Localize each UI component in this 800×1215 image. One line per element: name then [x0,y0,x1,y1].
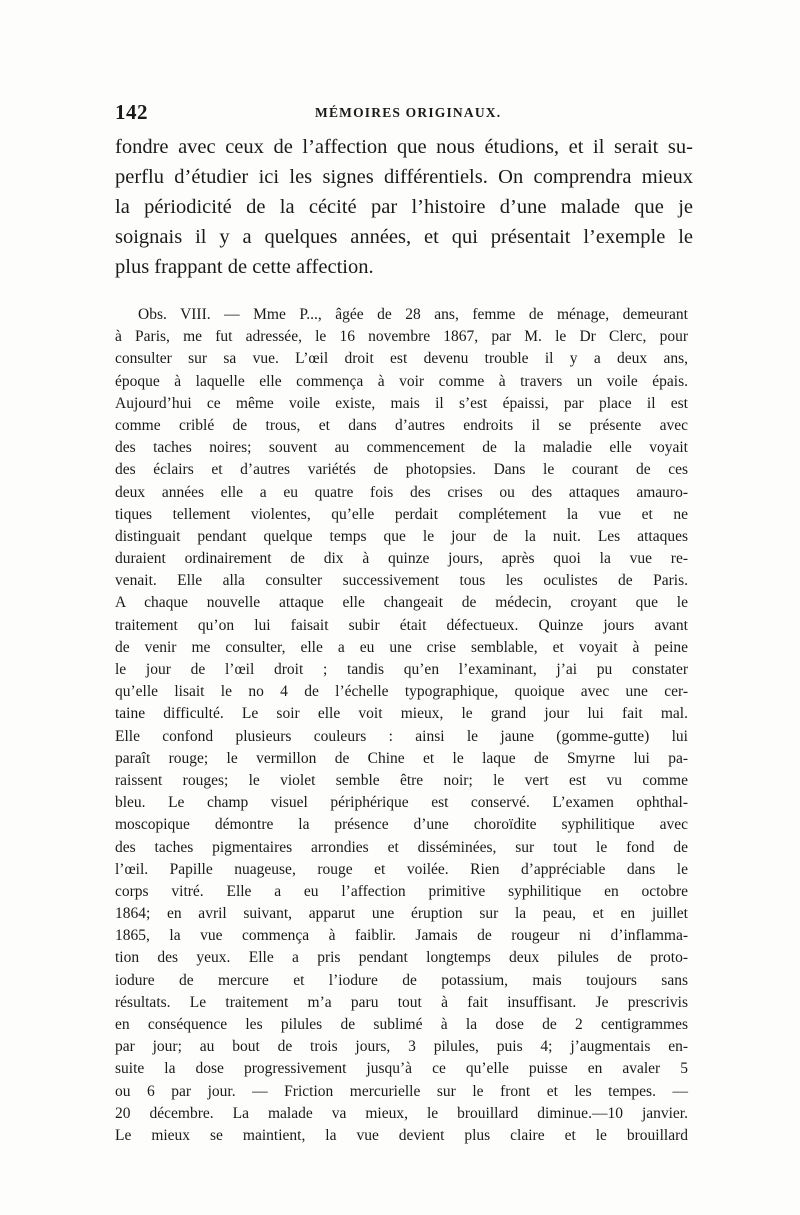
observation-line: qu’elle lisait le no 4 de l’échelle typographique, quoique avec une cer- [115,683,688,701]
observation-line: 20 décembre. La malade va mieux, le brouillard diminue.—10 janvier. [115,1104,688,1122]
running-head [115,100,695,126]
observation-line: 1865, la vue commença à faiblir. Jamais de rougeur ni d’inflamma- [115,927,688,945]
observation-line: de venir me consulter, elle a eu une crise semblable, et voyait à peine [115,638,688,656]
page-number: 142 [115,100,148,124]
observation-line: venait. Elle alla consulter successivement tous les oculistes de Paris. [115,572,688,590]
observation-line: l’œil. Papille nuageuse, rouge et voilée. Rien d’appréciable dans le [115,860,688,878]
observation-line: ou 6 par jour. — Friction mercurielle sur le front et les tempes. — [115,1082,688,1100]
observation-line: taine difficulté. Le soir elle voit mieux, le grand jour lui fait mal. [115,705,688,723]
observation-line: comme criblé de trous, et dans d’autres endroits il se présente avec [115,416,688,434]
observation-line: des taches noires; souvent au commencement de la maladie elle voyait [115,439,688,457]
observation-paragraph [115,304,688,1147]
observation-line: Obs. VIII. — Mme P..., âgée de 28 ans, femme de ménage, demeurant [138,306,688,323]
observation-line: consulter sur sa vue. L’œil droit est devenu trouble il y a deux ans, [115,350,688,368]
intro-line: la périodicité de la cécité par l’histoire d’une malade que je [115,196,693,218]
observation-line: le jour de l’œil droit ; tandis qu’en l’examinant, j’ai pu constater [115,661,688,678]
observation-line: Elle confond plusieurs couleurs : ainsi le jaune (gomme-gutte) lui [115,727,688,745]
observation-line: distinguait pendant quelque temps que le jour de la nuit. Les attaques [115,527,688,545]
intro-line: fondre avec ceux de l’affection que nous étudions, et il serait su- [115,136,693,158]
observation-line: deux années elle a eu quatre fois des crises ou des attaques amauro- [115,483,688,501]
observation-line: moscopique démontre la présence d’une choroïdite syphilitique avec [115,816,688,834]
observation-line: paraît rouge; le vermillon de Chine et le laque de Smyrne lui pa- [115,749,688,767]
observation-line: par jour; au bout de trois jours, 3 pilules, puis 4; j’augmentais en- [115,1038,688,1056]
observation-line: iodure de mercure et l’iodure de potassium, mais toujours sans [115,971,688,989]
running-head-title: MÉMOIRES ORIGINAUX. [315,105,502,120]
observation-line: A chaque nouvelle attaque elle changeait de médecin, croyant que le [115,594,688,612]
observation-line: époque à laquelle elle commença à voir comme à travers un voile épais. [115,372,688,390]
observation-line: raissent rouges; le violet semble être noir; le vert est vu comme [115,771,688,789]
observation-line: corps vitré. Elle a eu l’affection primitive syphilitique en octobre [115,882,688,900]
observation-line: Le mieux se maintient, la vue devient plus claire et le brouillard [115,1126,688,1144]
observation-line: 1864; en avril suivant, apparut une éruption sur la peau, et en juillet [115,905,688,923]
observation-line: bleu. Le champ visuel périphérique est conservé. L’examen ophthal- [115,794,688,812]
intro-line: soignais il y a quelques années, et qui présentait l’exemple le [115,226,693,248]
intro-line: plus frappant de cette affection. [115,256,374,278]
observation-line: résultats. Le traitement m’a paru tout à fait insuffisant. Je prescrivis [115,993,688,1011]
observation-line: duraient ordinairement de dix à quinze jours, après quoi la vue re- [115,550,688,568]
intro-paragraph [115,132,693,282]
observation-line: tion des yeux. Elle a pris pendant longtemps deux pilules de proto- [115,949,688,967]
observation-line: des éclairs et d’autres variétés de photopsies. Dans le courant de ces [115,461,688,479]
intro-line: perflu d’étudier ici les signes différentiels. On comprendra mieux [115,166,693,188]
observation-line: Aujourd’hui ce même voile existe, mais il s’est épaissi, par place il est [115,394,688,412]
observation-line: traitement qu’on lui faisait subir était défectueux. Quinze jours avant [115,616,688,634]
observation-line: tiques tellement violentes, qu’elle perdait complétement la vue et ne [115,505,688,523]
observation-line: suite la dose progressivement jusqu’à ce qu’elle puisse en avaler 5 [115,1060,688,1078]
observation-line: en conséquence les pilules de sublimé à la dose de 2 centigrammes [115,1016,688,1033]
observation-line: des taches pigmentaires arrondies et disséminées, sur tout le fond de [115,838,688,856]
observation-line: à Paris, me fut adressée, le 16 novembre 1867, par M. le Dr Clerc, pour [115,328,688,346]
